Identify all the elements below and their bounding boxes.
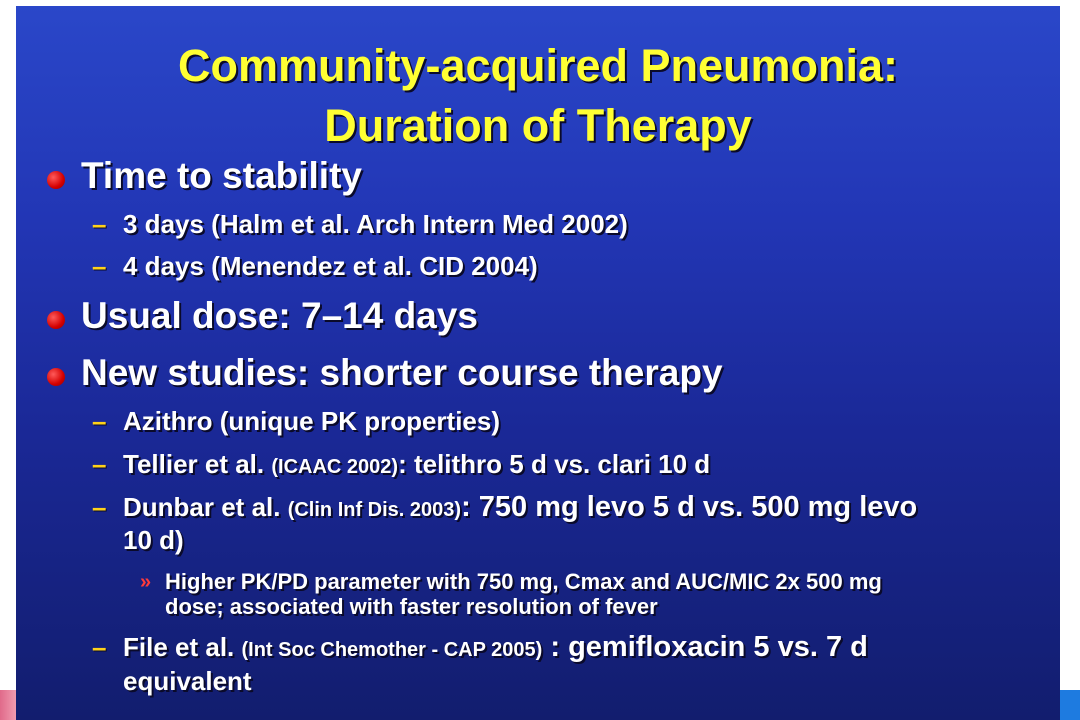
sub-file-source: (Int Soc Chemother - CAP 2005) <box>241 639 543 661</box>
bullet-dot-icon <box>47 368 65 386</box>
dash-icon: – <box>92 209 107 239</box>
sub-dunbar <box>123 491 917 526</box>
sub-menendez: 4 days (Menendez et al. CID 2004) <box>123 251 538 281</box>
dash-icon: – <box>92 632 107 662</box>
dash-icon: – <box>92 449 107 479</box>
sub-tellier-author: Tellier et al. <box>123 449 272 479</box>
sub-azithro: Azithro (unique PK properties) <box>123 406 500 436</box>
sub-tellier <box>123 448 710 483</box>
detail-line-1: Higher PK/PD parameter with 750 mg, Cmax and AUC/MIC 2x 500 mg <box>165 569 882 594</box>
sub-tellier-result: : telithro 5 d vs. clari 10 d <box>398 449 711 479</box>
title-line-2: Duration of Therapy <box>324 100 752 151</box>
bullet-time-to-stability: Time to stability <box>81 155 362 196</box>
bullet-new-studies: New studies: shorter course therapy <box>81 352 723 393</box>
sub-dunbar-cont: 10 d) <box>123 525 184 555</box>
bullet-usual-dose: Usual dose: 7–14 days <box>81 295 478 336</box>
title-line-1: Community-acquired Pneumonia: <box>177 40 899 91</box>
slide <box>16 6 1060 720</box>
bullet-dot-icon <box>47 171 65 189</box>
sub-dunbar-source: (Clin Inf Dis. 2003) <box>287 499 462 521</box>
sub-file <box>123 631 868 666</box>
dash-icon: – <box>92 251 107 281</box>
bullet-dot-icon <box>47 311 65 329</box>
sub-file-cont: equivalent <box>123 666 252 696</box>
sub-halm: 3 days (Halm et al. Arch Intern Med 2002) <box>123 209 628 239</box>
sub-dunbar-author: Dunbar et al. <box>123 492 288 522</box>
chevron-icon: » <box>140 571 152 593</box>
dash-icon: – <box>92 406 107 436</box>
sub-file-result: : gemifloxacin 5 vs. 7 d <box>542 631 868 663</box>
left-edge-accent <box>0 690 16 720</box>
right-edge-accent <box>1060 690 1080 720</box>
dash-icon: – <box>92 492 107 522</box>
sub-file-author: File et al. <box>123 632 242 662</box>
slide-body <box>16 6 1060 720</box>
sub-tellier-source: (ICAAC 2002) <box>271 456 399 478</box>
detail-line-2: dose; associated with faster resolution of fever <box>165 594 658 619</box>
sub-dunbar-result: : 750 mg levo 5 d vs. 500 mg levo <box>461 491 918 523</box>
